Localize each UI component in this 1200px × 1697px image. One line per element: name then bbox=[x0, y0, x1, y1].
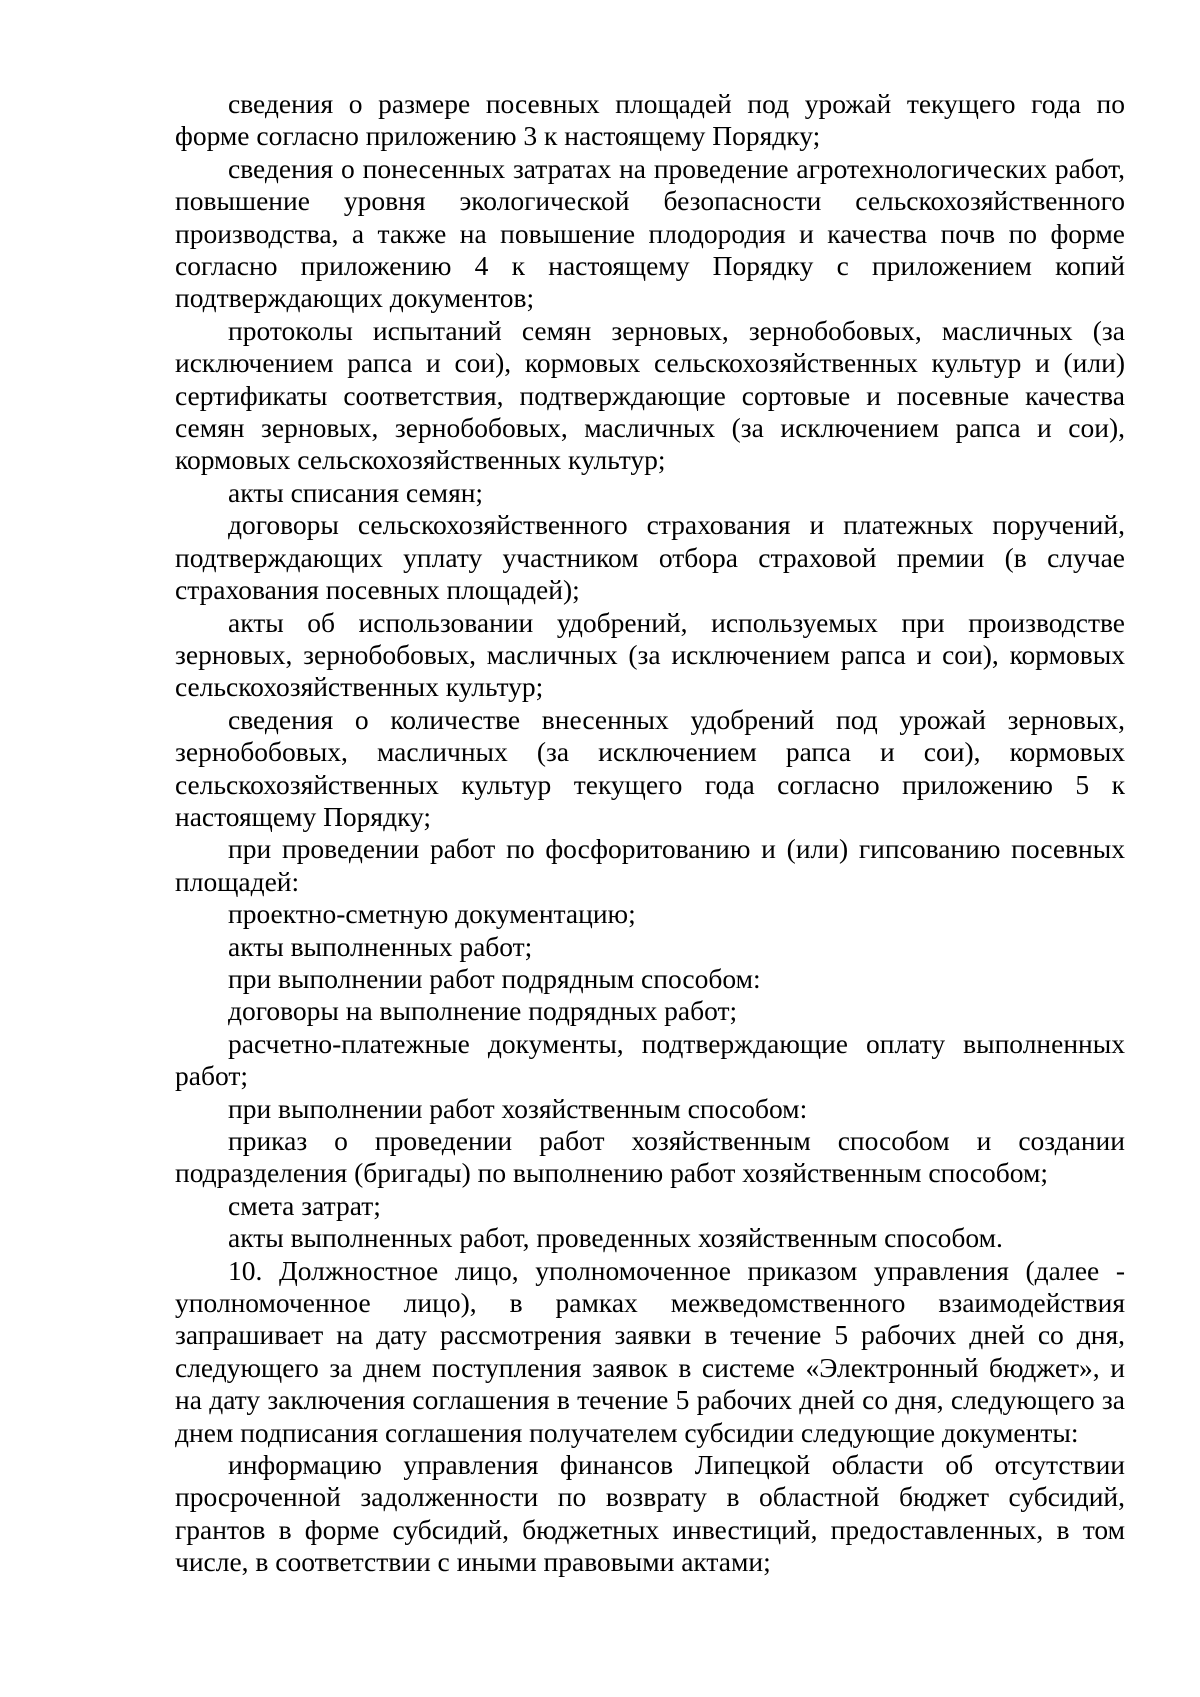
paragraph: информацию управления финансов Липецкой области об отсутствии просроченной задолженности по возврату в областной бюджет субсидий, грантов в форме субсидий, бюджетных инвестиций, предоставленных, в том числе, в соответствии с иными правовыми актами; bbox=[175, 1449, 1125, 1578]
paragraph: акты списания семян; bbox=[228, 476, 484, 508]
document-page bbox=[175, 88, 1125, 1579]
paragraph: при выполнении работ подрядным способом: bbox=[228, 962, 761, 994]
paragraph: смета затрат; bbox=[228, 1189, 381, 1221]
paragraph: 10. Должностное лицо, уполномоченное приказом управления (далее - уполномоченное лицо), в рамках межведомственного взаимодействия запрашивает на дату рассмотрения заявки в течение 5 рабочих дней со дня, следующего за днем поступления заявок в системе «Электронный бюджет», и на дату заключения соглашения в течение 5 рабочих дней со дня, следующего за днем подписания соглашения получателем субсидии следующие документы: bbox=[175, 1254, 1125, 1448]
paragraph: договоры на выполнение подрядных работ; bbox=[228, 995, 738, 1027]
paragraph: договоры сельскохозяйственного страхования и платежных поручений, подтверждающих уплату участником отбора страховой премии (в случае страхования посевных площадей); bbox=[175, 509, 1125, 606]
paragraph: акты об использовании удобрений, используемых при производстве зерновых, зернобобовых, масличных (за исключением рапса и сои), кормовых сельскохозяйственных культур; bbox=[175, 606, 1125, 703]
paragraph: сведения о размере посевных площадей под урожай текущего года по форме согласно приложению 3 к настоящему Порядку; bbox=[175, 88, 1125, 152]
paragraph: расчетно-платежные документы, подтверждающие оплату выполненных работ; bbox=[175, 1027, 1125, 1092]
paragraph: приказ о проведении работ хозяйственным способом и создании подразделения (бригады) по выполнению работ хозяйственным способом; bbox=[175, 1125, 1125, 1189]
paragraph: сведения о понесенных затратах на проведение агротехнологических работ, повышение уровня экологической безопасности сельскохозяйственного производства, а также на повышение плодородия и качества почв по форме согласно приложению 4 к настоящему Порядку с приложением копий подтверждающих документов; bbox=[175, 152, 1125, 314]
paragraph: протоколы испытаний семян зерновых, зернобобовых, масличных (за исключением рапса и сои), кормовых сельскохозяйственных культур и (или) сертификаты соответствия, подтверждающие сортовые и посевные качества семян зерновых, зернобобовых, масличных (за исключением рапса и сои), кормовых сельскохозяйственных культур; bbox=[175, 314, 1125, 476]
paragraph: при выполнении работ хозяйственным способом: bbox=[228, 1092, 808, 1124]
paragraph: проектно-сметную документацию; bbox=[228, 898, 636, 930]
paragraph: акты выполненных работ; bbox=[228, 930, 533, 962]
paragraph: сведения о количестве внесенных удобрений под урожай зерновых, зернобобовых, масличных (за исключением рапса и сои), кормовых сельскохозяйственных культур текущего года согласно приложению 5 к настоящему Порядку; bbox=[175, 703, 1125, 832]
paragraph: акты выполненных работ, проведенных хозяйственным способом. bbox=[228, 1222, 1003, 1254]
paragraph: при проведении работ по фосфоритованию и (или) гипсованию посевных площадей: bbox=[175, 833, 1125, 897]
